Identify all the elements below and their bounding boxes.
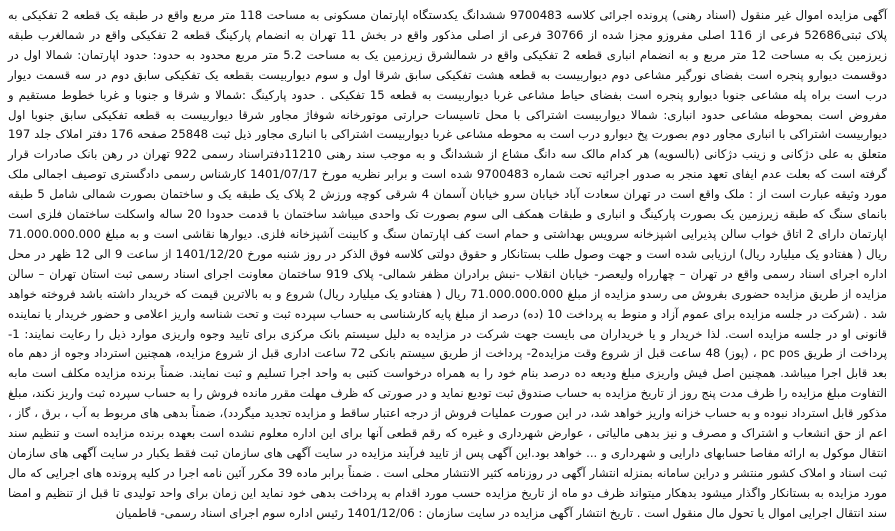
auction-notice-text: آگهی مزایده اموال غیر منقول (اسناد رهنی) پرونده اجرائی کلاسه 9700483 ششدانگ یکدستگاه اپارتمان مسکونی به مساحت 118 متر مربع واقع در طبقه یک قطعه 2 تفکیکی به پلاک ثبتی52686 فرعی از 116 اصلی مفروزو مجزا شده از 30766 فرعی از اصلی مذکور واقع در بخش 11 تهران به انضمام پارکینگ قطعه 2 تفکیکی واقع در شمالغرب طبقه زیرزمین یک به مساحت 12 متر مربع و به انضمام انباری قطعه 2 تفکیکی واقع در شمالشرق زیرزمین یک به مساحت 5.2 متر مربع محدود به حدود: حدود اپارتمان: شمالا اول در دوقسمت دیوارو پنجره است بفضای نورگیر مشاعی دوم دیواربیست به قطعه هشت تفکیکی سابق شرقا اول و سوم دیواربیست بقطعه یک تفکیکی سابق دوم در سه قسمت دیوار درب است براه پله مشاعی جنوبا دیوارو پنجره است بفضای حیاط مشاعی غربا دیواربیست به قطعه 15 تفکیکی . حدود پارکینگ :شمالا و شرقا و جنوبا و غربا خطوط مستقیم و مفروض است بمحوطه مشاعی حدود انباری: شمالا دیواربیست اشتراکی با محل تاسیسات حرارتی موتورخانه شوفاژ مجاور شرقا دیواربیست به قطعه تفکیکی سابق جنوبا اول دیواربیست اشتراکی با انباری مجاور دوم بصورت پخ دیوارو درب است به محوطه مشاعی غربا دیواربیست اشتراکی با انباری مجاور ذیل ثبت 25848 صفحه 176 دفتر املاک جلد 197 متعلق به علی دژکانی و زینب دژکانی (بالسویه) هر کدام مالک سه دانگ مشاع از ششدانگ و به موجب سند رهنی 11210دفتراسناد رسمی 922 تهران در رهن بانک صادرات قرار گرفته است که بعلت عدم ایفای تعهد منجر به صدور اجرائیه تحت شماره 9700483 شده است و برابر نظریه مورخ 1401/07/17 کارشناس رسمی دادگستری توصیف اجمالی ملک مورد وثیقه عبارت است از : ملک واقع است در تهران سعادت آباد خیابان سرو خیابان آسمان 4 شرقی کوچه ورزش 2 پلاک یک طبقه یک و ساختمان بصورت شمالی شامل 5 طبقه بانمای سنگ که طبقه زیرزمین یک بصورت پارکینگ و انباری و طبقات همکف الی سوم بصورت تک واحدی میباشد ساختمان با قدمت حدودا 20 ساله واسکلت ساختمان فلزی است اپارتمان دارای 2 اتاق خواب سالن پذیرایی اشپزخانه سرویس بهداشتی و حمام است کف اپارتمان سنگ و کابینت آشپزخانه فلزی. دیوارها نقاشی است و به مبلغ 71.000.000.000 ریال ( هفتادو یک میلیارد ریال) ارزیابی شده است و جهت وصول طلب بستانکار و حقوق دولتی کلاسه فوق الذکر در روز شنبه مورخ 1401/12/20 از ساعت 9 الی 12 ظهر در محل اداره اجرای اسناد رسمی واقع در تهران – چهارراه ولیعصر- خیابان انقلاب -نبش برادران مظفر شمالی- پلاک 919 ساختمان معاونت اجرای اسناد رسمی ثبت استان تهران – سالن مزایده از طریق مزایده حضوری بفروش می رسدو مزایده از مبلغ 71.000.000.000 ریال ( هفتادو یک میلیارد ریال) شروع و به بالاترین قیمت که خریدار داشته باشد فروخته خواهد شد . (شرکت در جلسه مزایده برای عموم آزاد و منوط به پرداخت 10 (ده) درصد از مبلغ پایه کارشناسی به حساب سپرده ثبت و تحت شناسه واریز اعلامی و حضور خریدار یا نماینده قانونی او در جلسه مزایده است. لذا خریدار و یا خریداران می بایست جهت شرکت در مزایده به دلیل سیستم بانک مرکزی برای تایید وجوه واریزی موارد ذیل را رعایت نمایند: 1- پرداخت از طریق pc pos ، (پوز) 48 ساعت قبل از شروع وقت مزایده2- پرداخت از طریق سیستم بانکی 72 ساعت اداری قبل از شروع مزایده، همچنین استرداد وجوه از دهم ماه بعد قابل اجرا میباشد. همچنین اصل فیش واریزی مبلغ ودیعه ده درصد بنام خود را به همراه درخواست کتبی به واحد اجرا تسلیم و ثبت نمایند. ضمناً برنده مزایده مکلف است مابه التفاوت مبلغ مزایده را ظرف مدت پنج روز از تاریخ مزایده به حساب صندوق ثبت تودیع نماید و در صورتی که ظرف مهلت مقرر مانده فروش را به حساب سپرده ثبت واریز نکند، مبلغ مذکور قابل استرداد نبوده و به حساب خزانه واریز خواهد شد، در این صورت عملیات فروش از درجه اعتبار ساقط و مزایده تجدید میگردد)، ضمناً بدهی های مربوط به آب ، برق ، گاز ، اعم از حق انشعاب و اشتراک و مصرف و نیز بدهی مالیاتی ، عوارض شهرداری و غیره که رقم قطعی آنها برای این اداره معلوم نشده است بعهده برنده مزایده است و تنظیم سند انتقال موکول به ارائه مفاصا حسابهای دارایی و شهرداری و ... خواهد بود.این آگهی پس از تایید فرآیند مزایده در سایت آگهی های سازمان ثبت فقط یکبار در سایت آگهی های سازمان ثبت اسناد و املاک کشور منتشر و دراین سامانه بمنزله انتشار آگهی در روزنامه کثیر الانتشار محلی است . ضمناً برابر ماده 39 مکرر آئین نامه اجرا در کلیه پرونده های اجرایی که مال مورد مزایده به بستانکار واگذار میشود بدهکار میتواند ظرف دو ماه از تاریخ مزایده حسب مورد اقدام به پرداخت بدهی خود نماید این زمان برای واحد تولیدی تا قبل از تنظیم و امضا سند انتقال اجرایی اموال یا تحول مال منقول است . تاریخ انتشار آگهی مزایده در سایت سازمان : 1401/12/06 رئیس اداره سوم اجرای اسناد رسمی- قاطمیان <box>8 8 888 520</box>
